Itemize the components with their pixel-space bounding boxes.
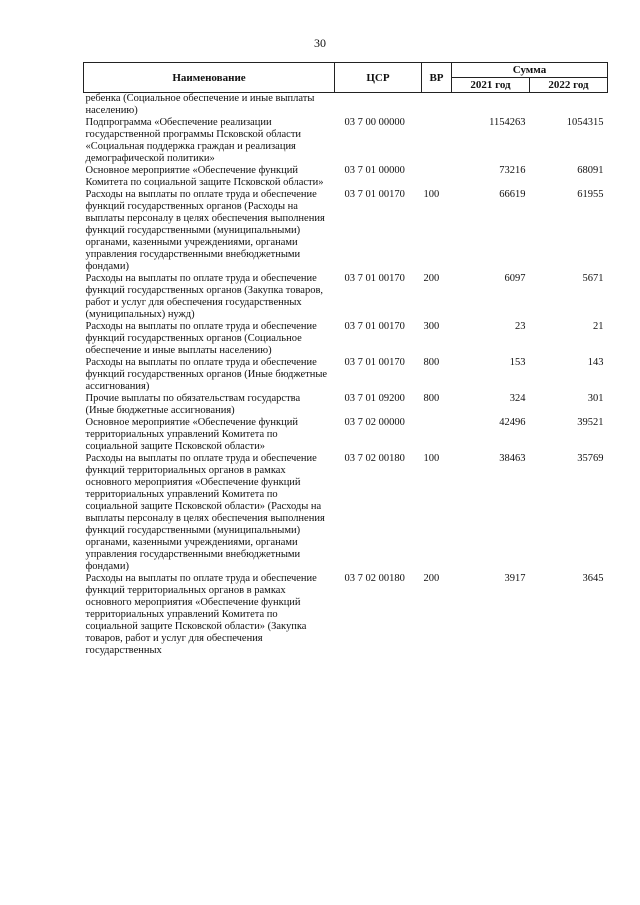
row-sum-2021: 1154263 bbox=[489, 117, 526, 128]
header-year-2021: 2021 год bbox=[452, 78, 530, 93]
row-csr: 03 7 01 00170 bbox=[344, 321, 405, 332]
row-sum-2021: 23 bbox=[515, 321, 526, 332]
header-vr: ВР bbox=[422, 63, 452, 93]
row-sum-2021: 66619 bbox=[499, 189, 526, 200]
header-sum: Сумма bbox=[452, 63, 608, 78]
row-sum-2021: 42496 bbox=[499, 417, 526, 428]
row-sum-2022: 3645 bbox=[582, 573, 604, 584]
table-row bbox=[84, 117, 608, 165]
row-sum-2022: 21 bbox=[593, 321, 604, 332]
row-csr bbox=[335, 93, 422, 118]
table-body bbox=[84, 93, 608, 658]
row-name: ребенка (Социальное обеспечение и иные выплаты населению) bbox=[85, 93, 315, 116]
row-name: Основное мероприятие «Обеспечение функций Комитета по социальной защите Псковской области» bbox=[85, 165, 324, 188]
row-csr: 03 7 02 00180 bbox=[344, 453, 405, 464]
row-sum-2021: 3917 bbox=[504, 573, 526, 584]
row-vr: 200 bbox=[423, 273, 440, 284]
table-row bbox=[84, 189, 608, 273]
table-row bbox=[84, 93, 608, 118]
row-csr: 03 7 02 00180 bbox=[344, 573, 405, 584]
row-sum-2021: 153 bbox=[509, 357, 526, 368]
table-row bbox=[84, 321, 608, 357]
row-sum-2022: 301 bbox=[587, 393, 604, 404]
row-name: Прочие выплаты по обязательствам государства (Иные бюджетные ассигнования) bbox=[85, 393, 301, 416]
row-vr: 100 bbox=[423, 189, 440, 200]
table-row bbox=[84, 573, 608, 657]
table-row bbox=[84, 393, 608, 417]
header-csr: ЦСР bbox=[335, 63, 422, 93]
row-sum-2022: 143 bbox=[587, 357, 604, 368]
table-row bbox=[84, 273, 608, 321]
row-vr: 800 bbox=[423, 357, 440, 368]
row-csr: 03 7 01 00000 bbox=[344, 165, 405, 176]
row-sum-2022: 1054315 bbox=[566, 117, 604, 128]
row-name: Основное мероприятие «Обеспечение функций территориальных управлений Комитета по социальной защите Псковской области» bbox=[85, 417, 298, 452]
row-vr bbox=[422, 117, 452, 165]
header-year-2022: 2022 год bbox=[530, 78, 608, 93]
row-sum-2022: 39521 bbox=[577, 417, 604, 428]
row-name: Расходы на выплаты по оплате труда и обеспечение функций государственных органов (Закупка товаров, работ и услуг для обеспечения государственных (муниципальных) нужд) bbox=[85, 273, 324, 320]
row-sum-2021 bbox=[452, 93, 530, 118]
row-sum-2022: 68091 bbox=[577, 165, 604, 176]
row-sum-2021: 38463 bbox=[499, 453, 526, 464]
row-sum-2022: 35769 bbox=[577, 453, 604, 464]
row-sum-2021: 6097 bbox=[504, 273, 526, 284]
page-number: 30 bbox=[314, 36, 326, 50]
row-name: Расходы на выплаты по оплате труда и обеспечение функций государственных органов (Расходы на выплаты персоналу в целях обеспечения выполнения функций государственными (муниципальными) органами, казенными учреждениями, органами управления государственными внебюджетными фондами) bbox=[85, 189, 325, 272]
row-csr: 03 7 01 00170 bbox=[344, 189, 405, 200]
row-sum-2021: 73216 bbox=[499, 165, 526, 176]
row-name: Расходы на выплаты по оплате труда и обеспечение функций государственных органов (Иные бюджетные ассигнования) bbox=[85, 357, 328, 392]
row-vr bbox=[422, 417, 452, 453]
budget-table bbox=[83, 62, 608, 657]
table-row bbox=[84, 357, 608, 393]
row-csr: 03 7 01 00170 bbox=[344, 273, 405, 284]
row-vr: 200 bbox=[423, 573, 440, 584]
row-csr: 03 7 01 09200 bbox=[344, 393, 405, 404]
row-sum-2022: 5671 bbox=[582, 273, 604, 284]
row-name: Расходы на выплаты по оплате труда и обеспечение функций территориальных органов в рамках основного мероприятия «Обеспечение функций территориальных управлений Комитета по социальной защите Псковской области» (Расходы на выплаты персоналу в целях обеспечения выполнения функций государственными (муниципальными) органами, казенными учреждениями, органами управления государственными внебюджетными фондами) bbox=[85, 453, 325, 572]
row-vr: 100 bbox=[423, 453, 440, 464]
table-header bbox=[84, 63, 608, 93]
table-row bbox=[84, 417, 608, 453]
row-vr bbox=[422, 165, 452, 189]
row-vr: 800 bbox=[423, 393, 440, 404]
row-csr: 03 7 02 00000 bbox=[344, 417, 405, 428]
row-csr: 03 7 00 00000 bbox=[344, 117, 405, 128]
row-vr: 300 bbox=[423, 321, 440, 332]
row-vr bbox=[422, 93, 452, 118]
row-name: Подпрограмма «Обеспечение реализации государственной программы Псковской области «Социальная поддержка граждан и реализация демографической политики» bbox=[85, 117, 302, 164]
row-csr: 03 7 01 00170 bbox=[344, 357, 405, 368]
row-name: Расходы на выплаты по оплате труда и обеспечение функций государственных органов (Социальное обеспечение и иные выплаты населению) bbox=[85, 321, 317, 356]
row-sum-2021: 324 bbox=[509, 393, 526, 404]
row-sum-2022 bbox=[530, 93, 608, 118]
header-name: Наименование bbox=[84, 63, 335, 93]
row-sum-2022: 61955 bbox=[577, 189, 604, 200]
table-row bbox=[84, 165, 608, 189]
table-row bbox=[84, 453, 608, 573]
row-name: Расходы на выплаты по оплате труда и обеспечение функций территориальных органов в рамках основного мероприятия «Обеспечение функций территориальных управлений Комитета по социальной защите Псковской области» (Закупка товаров, работ и услуг для обеспечения государственных bbox=[85, 573, 317, 656]
